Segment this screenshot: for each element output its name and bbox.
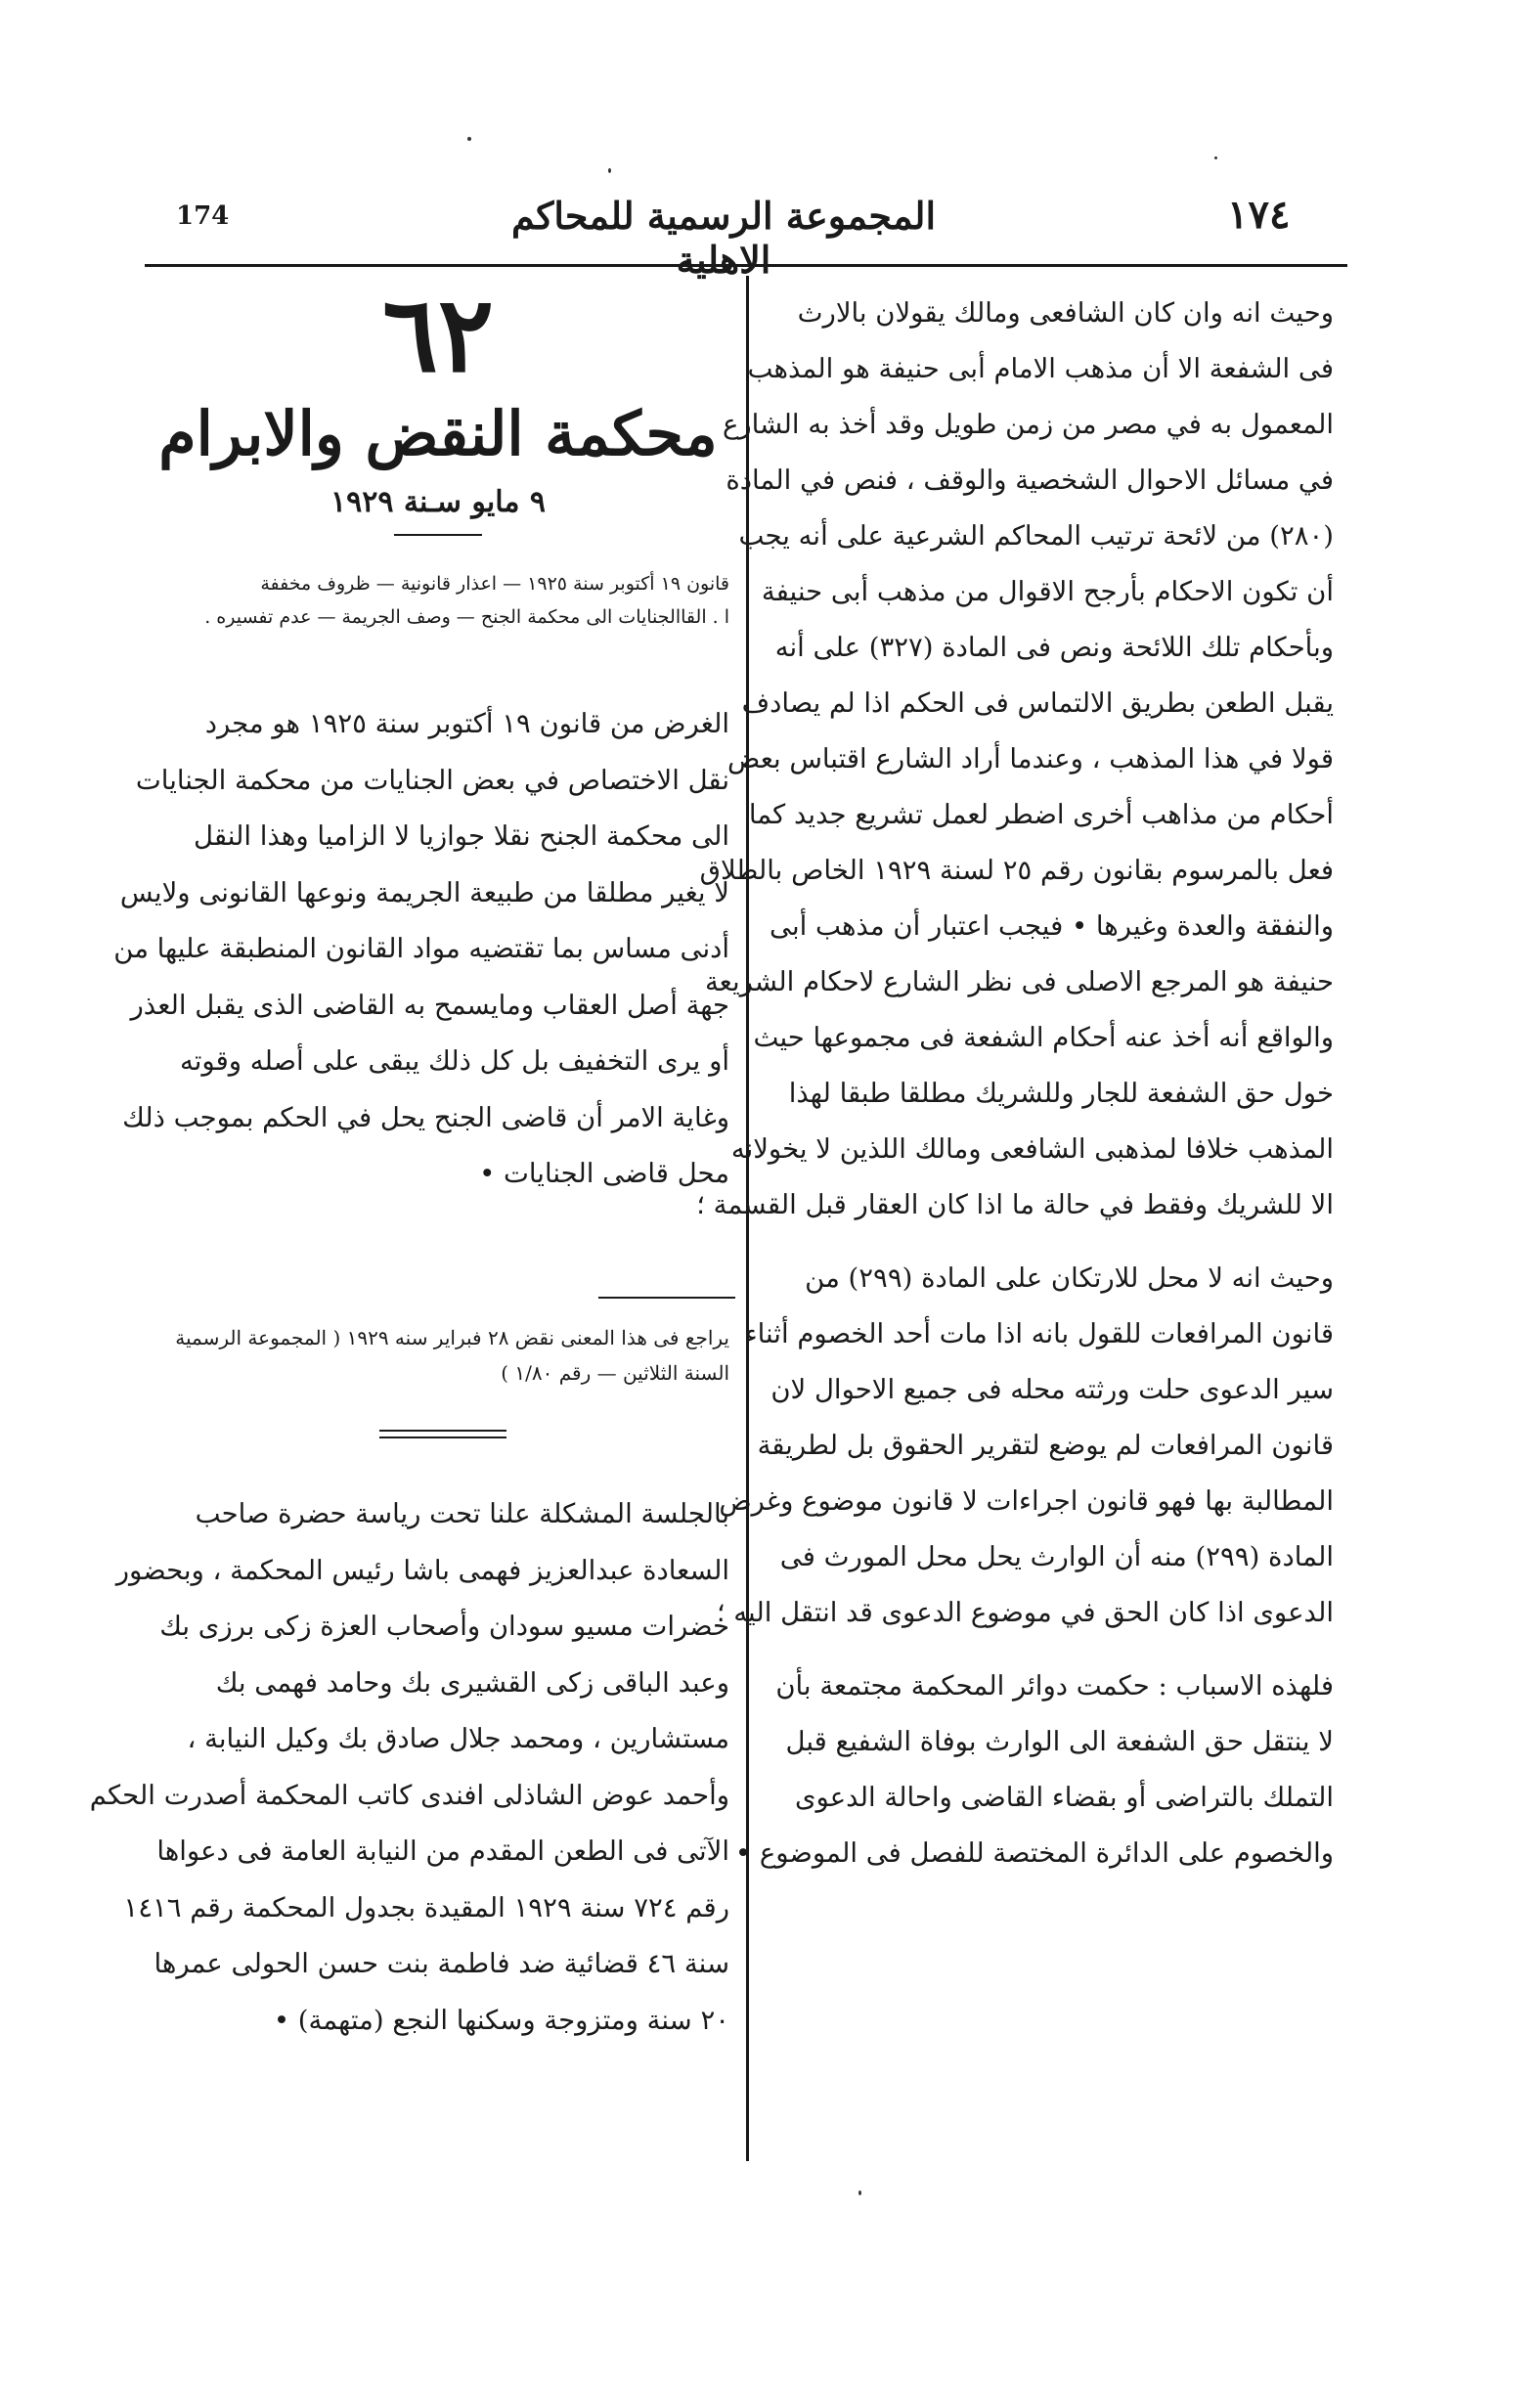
text-line: أن تكون الاحكام بأرجح الاقوال من مذهب أبى حنيفة [761,576,1334,607]
text-line: وأحمد عوض الشاذلى افندى كاتب المحكمة أصدرت الحكم [89,1779,729,1811]
case-heading [147,273,729,536]
scan-speck [1214,156,1217,159]
text-line: الا للشريك وفقط في حالة ما اذا كان العقار قبل القسمة ؛ [696,1189,1334,1220]
text-line: فلهذه الاسباب : حكمت دوائر المحكمة مجتمعة بأن [775,1670,1334,1702]
text-line: لا ينتقل حق الشفعة الى الوارث بوفاة الشفيع قبل [785,1726,1334,1757]
text-line: فعل بالمرسوم بقانون رقم ٢٥ لسنة ١٩٢٩ الخاص بالطلاق [699,855,1334,886]
text-line: قانون المرافعات لم يوضع لتقرير الحقوق بل لطريقة [757,1430,1334,1461]
text-line: ٢٠ سنة ومتزوجة وسكنها النجع (متهمة) • [273,2004,729,2036]
text-line: سنة ٤٦ قضائية ضد فاطمة بنت حسن الحولى عمرها [154,1948,729,1979]
text-line: حضرات مسيو سودان وأصحاب العزة زكى برزى بك [159,1611,729,1642]
text-line: جهة أصل العقاب ومايسمح به القاضى الذى يقبل العذر [130,989,729,1021]
page-number-latin: 174 [176,201,230,231]
keywords-block [147,567,729,634]
text-line: أدنى مساس بما تقتضيه مواد القانون المنطبقة عليها من [113,933,729,964]
text-line: قانون المرافعات للقول بانه اذا مات أحد الخصوم أثناء [744,1318,1334,1349]
text-line: الدعوى اذا كان الحق في موضوع الدعوى قد انتقل اليه ؛ [716,1597,1334,1628]
text-line: في مسائل الاحوال الشخصية والوقف ، فنص في المادة [726,464,1334,496]
running-title: المجموعة الرسمية للمحاكم الاهلية [510,194,937,282]
right-column [696,286,1334,1881]
text-line: أحكام من مذاهب أخرى اضطر لعمل تشريع جديد كما [748,799,1334,830]
text-line: وحيث انه وان كان الشافعى ومالك يقولان بالارث [797,297,1334,329]
text-line: وبأحكام تلك اللائحة ونص فى المادة (٣٢٧) على أنه [774,632,1334,663]
text-line: بالجلسة المشكلة علنا تحت رياسة حضرة صاحب [195,1498,729,1529]
text-line: المذهب خلافا لمذهبى الشافعى ومالك اللذين لا يخولانه [730,1133,1334,1165]
footnote [147,1320,729,1391]
paragraph-inheritance-argument [696,286,1334,1233]
text-line: قولا في هذا المذهب ، وعندما أراد الشارع اقتباس بعض [727,743,1334,774]
text-line: المطالبة بها فهو قانون اجراءات لا قانون موضوع وغرض [719,1485,1334,1517]
section-separator [379,1430,506,1438]
text-line: التملك بالتراضى أو بقضاء القاضى واحالة الدعوى [795,1782,1334,1813]
court-name: محكمة النقض والابرام [158,398,718,469]
scan-speck [858,2190,861,2195]
text-line: وعبد الباقى زكى القشيرى بك وحامد فهمى بك [215,1666,729,1699]
text-line: (٢٨٠) من لائحة ترتيب المحاكم الشرعية على أنه يجب [738,520,1334,552]
text-line: السعادة عبدالعزيز فهمى باشا رئيس المحكمة ، وبحضور [115,1554,729,1586]
footnote-rule [598,1297,735,1299]
text-line: أو يرى التخفيف بل كل ذلك يبقى على أصله وقوته [180,1045,729,1077]
text-line: الغرض من قانون ١٩ أكتوبر سنة ١٩٢٥ هو مجرد [204,708,729,739]
text-line: المادة (٢٩٩) منه أن الوارث يحل محل المورث فى [779,1541,1334,1572]
header-rule [145,264,1347,267]
text-line: حنيفة هو المرجع الاصلى فى نظر الشارع لاحكام الشريعة [704,966,1334,997]
text-line: وحيث انه لا محل للارتكان على المادة (٢٩٩) من [805,1262,1334,1294]
text-line: فى الشفعة الا أن مذهب الامام أبى حنيفة هو المذهب [747,353,1334,384]
text-line: الى محكمة الجنح نقلا جوازيا لا الزاميا وهذا النقل [194,820,729,852]
text-line: يقبل الطعن بطريق الالتماس فى الحكم اذا لم يصادف [741,687,1334,719]
text-line: والخصوم على الدائرة المختصة للفصل فى الموضوع • [734,1837,1334,1869]
session-composition [89,1486,729,2049]
footnote-line: يراجع فى هذا المعنى نقض ٢٨ فبراير سنه ١٩٢٩ ( المجموعة الرسمية [175,1326,729,1349]
text-line: محل قاضى الجنايات • [479,1158,729,1189]
footnote-line: السنة الثلاثين — رقم ١/٨٠ ) [501,1361,729,1385]
keyword-line: ا . القاالجنايات الى محكمة الجنح — وصف الجريمة — عدم تفسيره . [204,606,729,628]
text-line: خول حق الشفعة للجار وللشريك مطلقا طبقا لهذا [788,1078,1334,1109]
legal-principle [113,696,729,1203]
paragraph-ruling [734,1658,1334,1881]
decision-date: ٩ مايو سـنة ١٩٢٩ [330,485,547,519]
text-line: والنفقة والعدة وغيرها • فيجب اعتبار أن مذهب أبى [770,910,1334,942]
text-line: لا يغير مطلقا من طبيعة الجريمة ونوعها القانونى ولايس [119,876,729,908]
text-line: سير الدعوى حلت ورثته محله فى جميع الاحوال لان [770,1374,1334,1405]
scan-speck [608,168,611,173]
text-line: رقم ٧٢٤ سنة ١٩٢٩ المقيدة بجدول المحكمة رقم ١٤١٦ [123,1891,729,1923]
page-number-arabic: ١٧٤ [1227,192,1291,238]
text-line: مستشارين ، ومحمد جلال صادق بك وكيل النيابة ، [187,1723,729,1754]
text-line: والواقع أنه أخذ عنه أحكام الشفعة فى مجموعها حيث [753,1022,1334,1053]
case-number: ٦٢ [382,273,494,395]
text-line: وغاية الامر أن قاضى الجنح يحل في الحكم بموجب ذلك [122,1101,729,1133]
paragraph-procedure-code-argument [716,1251,1334,1641]
text-line: الآتى فى الطعن المقدم من النيابة العامة فى دعواها [156,1835,729,1867]
heading-rule [394,534,482,536]
keyword-line: قانون ١٩ أكتوبر سنة ١٩٢٥ — اعذار قانونية — ظروف مخففة [260,573,729,595]
text-line: نقل الاختصاص في بعض الجنايات من محكمة الجنايات [135,764,729,796]
text-line: المعمول به في مصر من زمن طويل وقد أخذ به الشارع [722,409,1334,440]
scan-speck [467,137,471,141]
